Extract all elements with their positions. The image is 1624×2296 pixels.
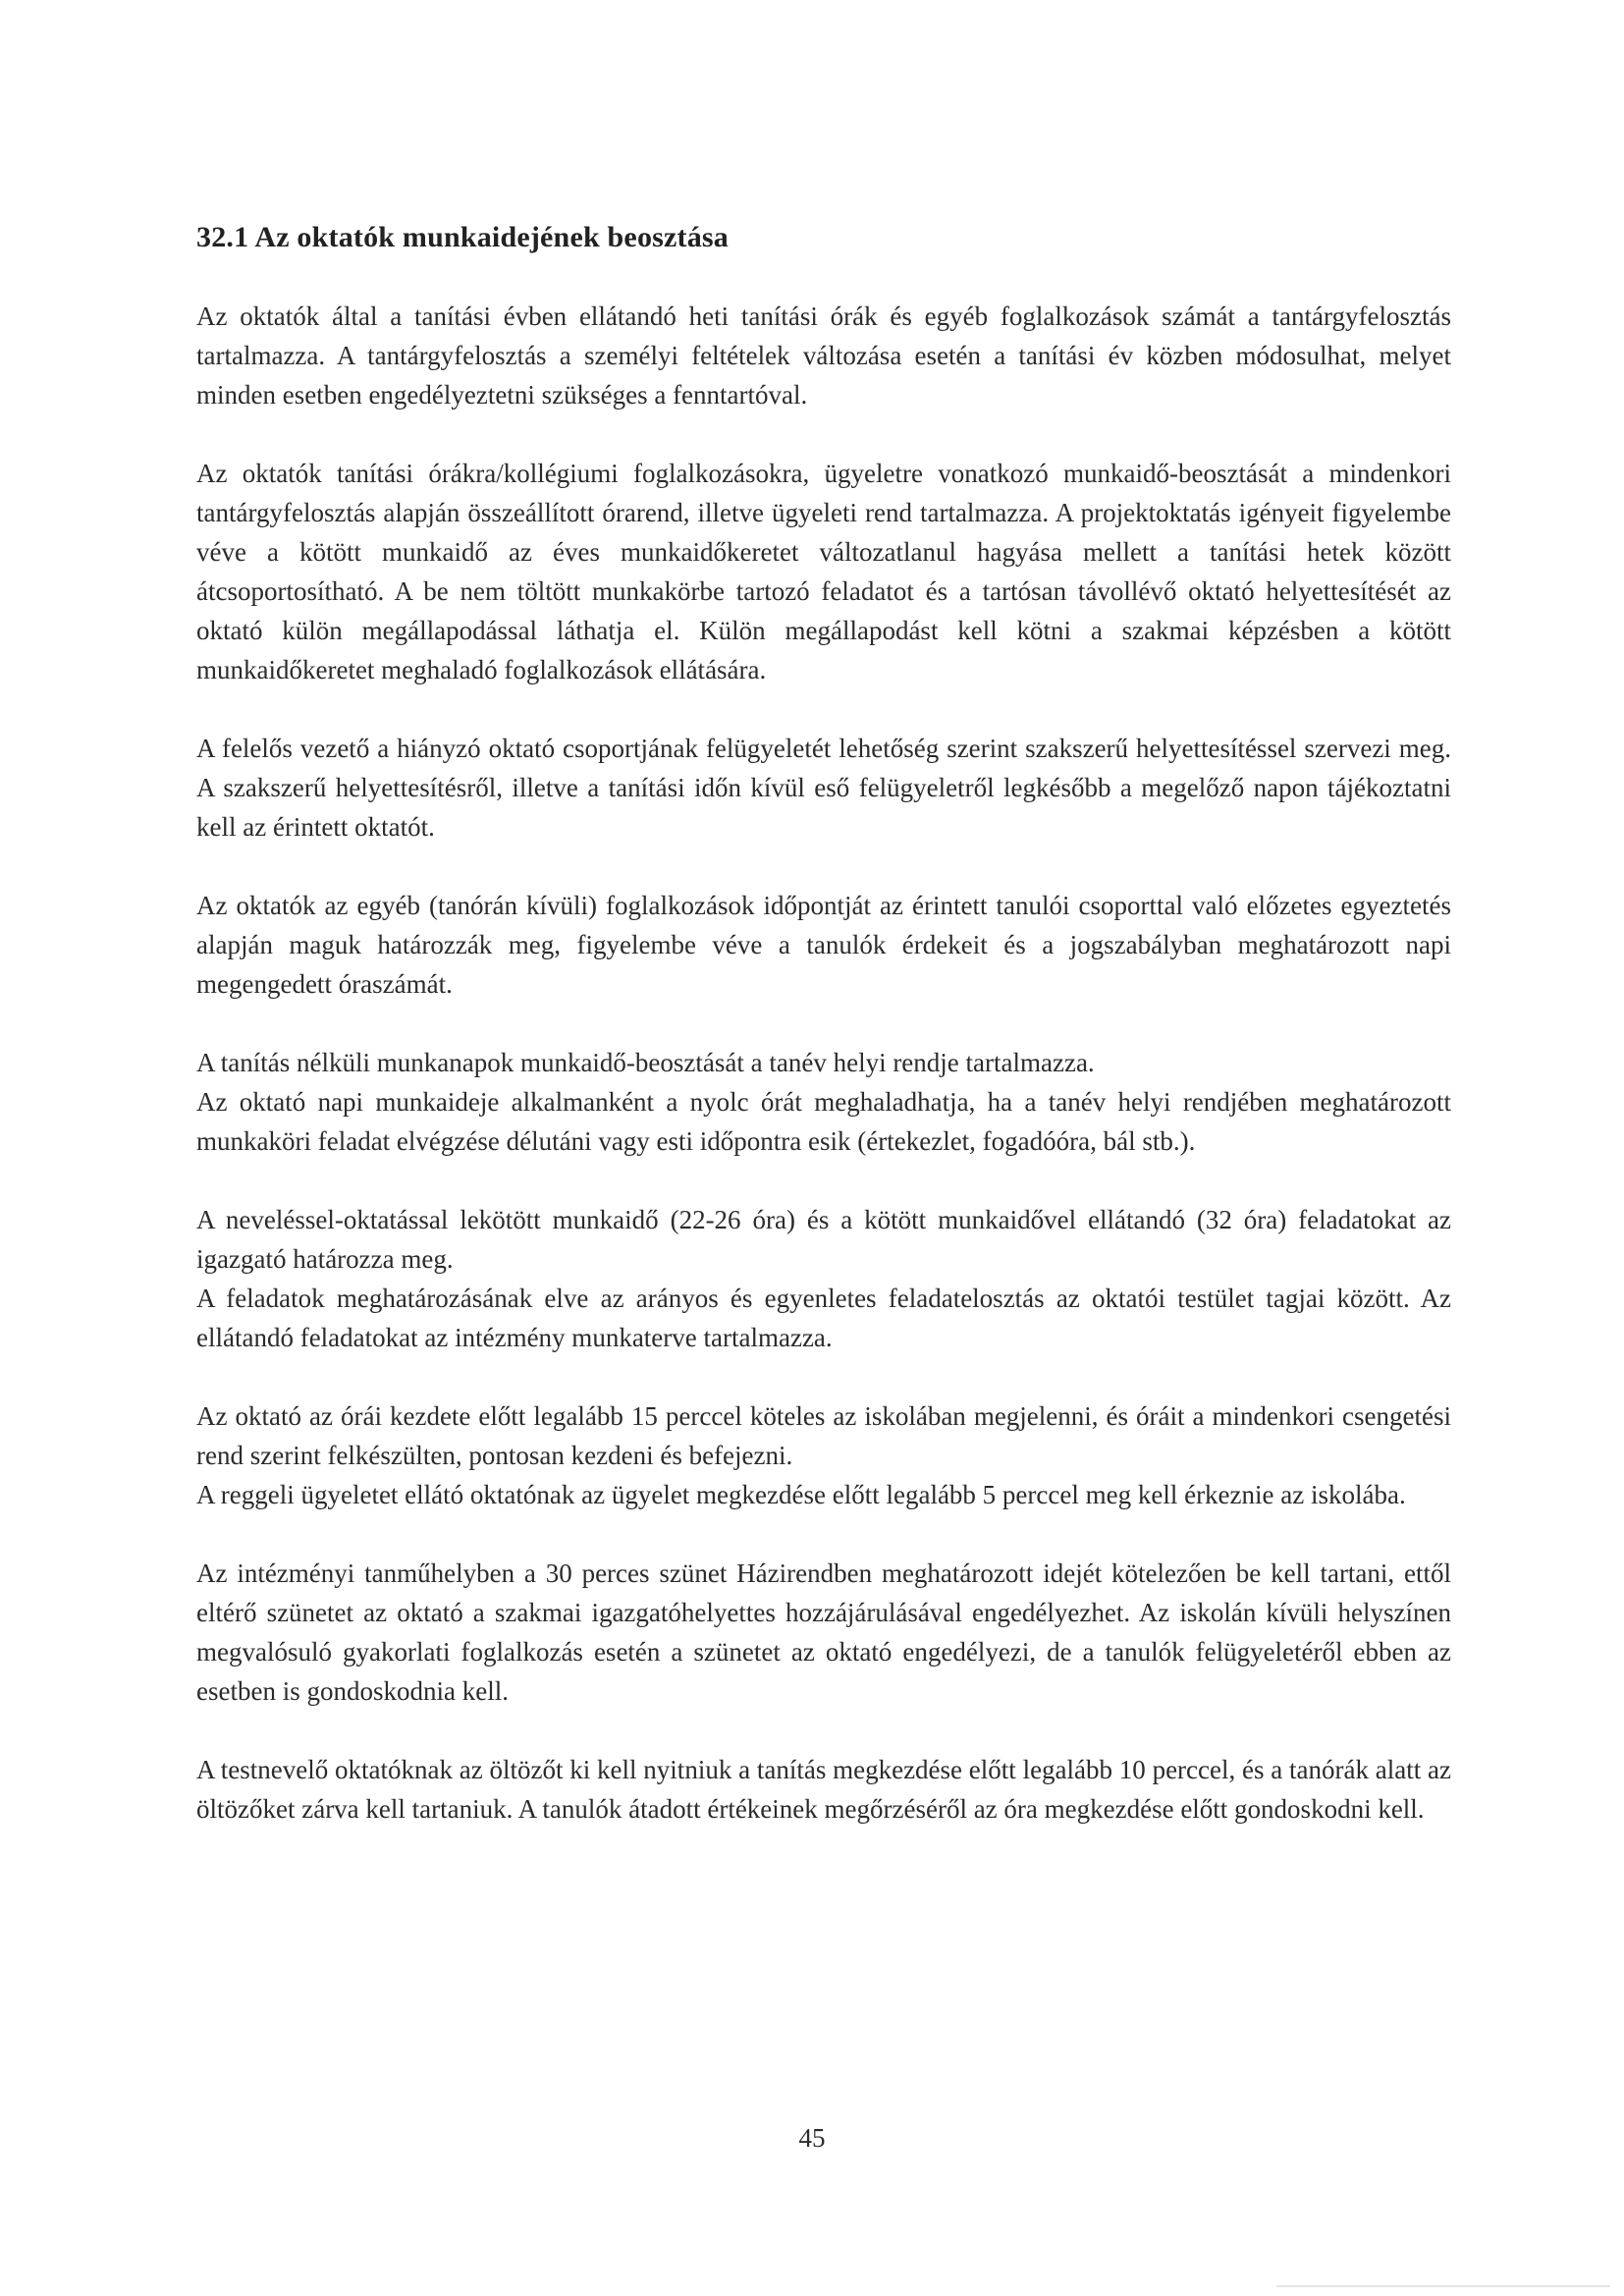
paragraph-workshop-break: Az intézményi tanműhelyben a 30 perces szünet Házirendben meghatározott idejét kötelezően be kell tartani, ettől eltérő szünetet az oktató a szakmai igazgatóhelyettes hozzájárulásával engedélyezhet. Az iskolán kívüli helyszínen megvalósuló gyakorlati foglalkozás esetén a szünetet az oktató engedélyezi, de a tanulók felügyeletéről ebben az esetben is gondoskodnia kell. <box>196 1558 1451 1706</box>
paragraph-morning-duty: A reggeli ügyeletet ellátó oktatónak az ügyelet megkezdése előtt legalább 5 perccel meg kell érkeznie az iskolába. <box>196 1480 1406 1509</box>
paragraph-non-teaching-days: A tanítás nélküli munkanapok munkaidő-beosztását a tanév helyi rendje tartalmazza. <box>196 1048 1095 1077</box>
section-heading: 32.1 Az oktatók munkaidejének beosztása <box>196 221 729 253</box>
paragraph-arrival-before-lessons: Az oktató az órái kezdete előtt legalább 15 perccel köteles az iskolában megjelenni, és óráit a mindenkori csengetési rend szerint felkészülten, pontosan kezdeni és befejezni. <box>196 1401 1451 1470</box>
paragraph-timetable-allocation: Az oktatók által a tanítási évben ellátandó heti tanítási órák és egyéb foglalkozások számát a tantárgyfelosztás tartalmazza. A tantárgyfelosztás a személyi feltételek változása esetén a tanítási év közben módosulhat, melyet minden esetben engedélyeztetni szükséges a fenntartóval. <box>196 301 1451 410</box>
paragraph-working-time-schedule: Az oktatók tanítási órákra/kollégiumi foglalkozásokra, ügyeletre vonatkozó munkaidő-beosztását a mindenkori tantárgyfelosztás alapján összeállított órarend, illetve ügyeleti rend tartalmazza. A projektoktatás igényeit figyelembe véve a kötött munkaidő az éves munkaidőkeretet változatlanul hagyása mellett a tanítási hetek között átcsoportosítható. A be nem töltött munkakörbe tartozó feladatot és a tartósan távollévő oktató helyettesítését az oktató külön megállapodással láthatja el. Külön megállapodást kell kötni a szakmai képzésben a kötött munkaidőkeretet meghaladó foglalkozások ellátására. <box>196 459 1451 684</box>
paragraph-daily-working-time: Az oktató napi munkaideje alkalmanként a nyolc órát meghaladhatja, ha a tanév helyi rendjében meghatározott munkaköri feladat elvégzése délutáni vagy esti időpontra esik (értekezlet, fogadóóra, bál stb.). <box>196 1087 1451 1156</box>
paragraph-extracurricular: Az oktatók az egyéb (tanórán kívüli) foglalkozások időpontját az érintett tanulói csoporttal való előzetes egyeztetés alapján maguk határozzák meg, figyelembe véve a tanulók érdekeit és a jogszabályban meghatározott napi megengedett óraszámát. <box>196 891 1451 999</box>
paragraph-pe-changing-rooms: A testnevelő oktatóknak az öltözőt ki kell nyitniuk a tanítás megkezdése előtt legalább 10 perccel, és a tanórák alatt az öltözőket zárva kell tartaniuk. A tanulók átadott értékeinek megőrzéséről az óra megkezdése előtt gondoskodni kell. <box>196 1755 1451 1824</box>
paragraph-task-distribution: A feladatok meghatározásának elve az arányos és egyenletes feladatelosztás az oktatói testület tagjai között. Az ellátandó feladatokat az intézmény munkaterve tartalmazza. <box>196 1284 1451 1352</box>
page-number: 45 <box>798 2123 826 2153</box>
paragraph-assigned-hours: A neveléssel-oktatással lekötött munkaidő (22-26 óra) és a kötött munkaidővel ellátandó (32 óra) feladatokat az igazgató határozza meg. <box>196 1205 1451 1274</box>
paragraph-substitution: A felelős vezető a hiányzó oktató csoportjának felügyeletét lehetőség szerint szakszerű helyettesítéssel szervezi meg. A szakszerű helyettesítésről, illetve a tanítási időn kívül eső felügyeletről legkésőbb a megelőző napon tájékoztatni kell az érintett oktatót. <box>196 734 1451 842</box>
page-content <box>196 218 1451 1868</box>
scan-edge-line <box>1276 2285 1610 2287</box>
